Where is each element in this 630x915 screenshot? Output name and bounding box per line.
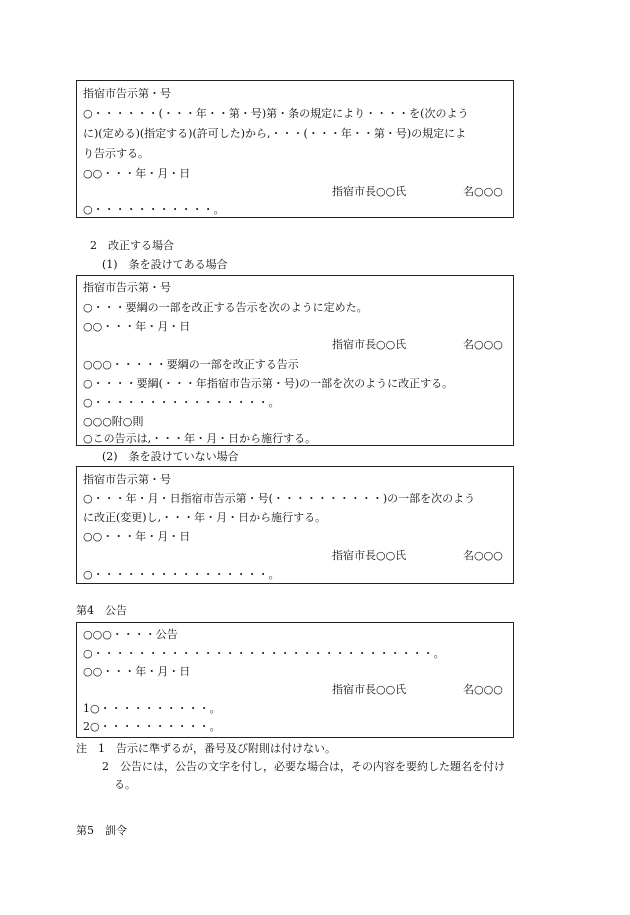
section-heading: 第5 訓令 [76, 824, 127, 837]
box-line: 指宿市告示第・号 [83, 473, 171, 486]
date-line: ○○・・・年・月・日 [83, 665, 191, 678]
box-line: り告示する。 [83, 147, 149, 160]
box-line: ○・・・・・・・・・・・。 [83, 203, 225, 216]
box-line: ○・・・・要綱(・・・年指宿市告示第・号)の一部を次のように改正する。 [83, 377, 454, 390]
box-line: に改正(変更)し,・・・年・月・日から施行する。 [83, 511, 327, 524]
note-line: る。 [114, 778, 136, 791]
subsection-heading: (1) 条を設けてある場合 [102, 258, 228, 271]
box-line: ○・・・・・・・・・・・・・・・・。 [83, 568, 280, 581]
box-line: ○・・・・・・・・・・・・・・・・・・・・・・・・・・・・・・・。 [83, 647, 445, 660]
box-line: 1○・・・・・・・・・・。 [83, 702, 221, 715]
box-line: ○○○附○則 [83, 415, 144, 428]
note-line: 2 公告には，公告の文字を付し，必要な場合は，その内容を要約した題名を付け [102, 760, 505, 773]
signer-name: 名○○○ [463, 549, 503, 562]
notice-example-box [76, 80, 514, 218]
signer-title: 指宿市長○○氏 [332, 185, 407, 198]
box-line: ○○○・・・・公告 [83, 628, 178, 641]
section-heading: 第4 公告 [76, 604, 127, 617]
signer-name: 名○○○ [463, 683, 503, 696]
signer-name: 名○○○ [463, 338, 503, 351]
signer-name: 名○○○ [463, 185, 503, 198]
public-notice-example-box [76, 622, 514, 738]
box-line: 2○・・・・・・・・・・。 [83, 720, 221, 733]
box-line: ○○○・・・・・要綱の一部を改正する告示 [83, 358, 299, 371]
box-line: 指宿市告示第・号 [83, 87, 171, 100]
box-line: に)(定める)(指定する)(許可した)から,・・・(・・・年・・第・号)の規定によ [83, 127, 467, 140]
signer-title: 指宿市長○○氏 [332, 549, 407, 562]
box-line: ○・・・・・・・・・・・・・・・・。 [83, 396, 280, 409]
box-line: ○この告示は,・・・年・月・日から施行する。 [83, 432, 317, 445]
signer-title: 指宿市長○○氏 [332, 338, 407, 351]
section-heading: 2 改正する場合 [90, 239, 174, 252]
box-line: ○・・・年・月・日指宿市告示第・号(・・・・・・・・・・)の一部を次のよう [83, 492, 476, 505]
amendment-example-box [76, 466, 514, 584]
date-line: ○○・・・年・月・日 [83, 320, 191, 333]
box-line: 指宿市告示第・号 [83, 281, 171, 294]
signer-title: 指宿市長○○氏 [332, 683, 407, 696]
box-line: ○・・・要綱の一部を改正する告示を次のように定めた。 [83, 301, 368, 314]
date-line: ○○・・・年・月・日 [83, 167, 191, 180]
box-line: ○・・・・・・(・・・年・・第・号)第・条の規定により・・・・を(次のよう [83, 107, 469, 120]
amendment-example-box [76, 275, 514, 446]
subsection-heading: (2) 条を設けていない場合 [102, 450, 239, 463]
note-line: 注 1 告示に準ずるが，番号及び附則は付けない。 [76, 742, 336, 755]
date-line: ○○・・・年・月・日 [83, 530, 191, 543]
